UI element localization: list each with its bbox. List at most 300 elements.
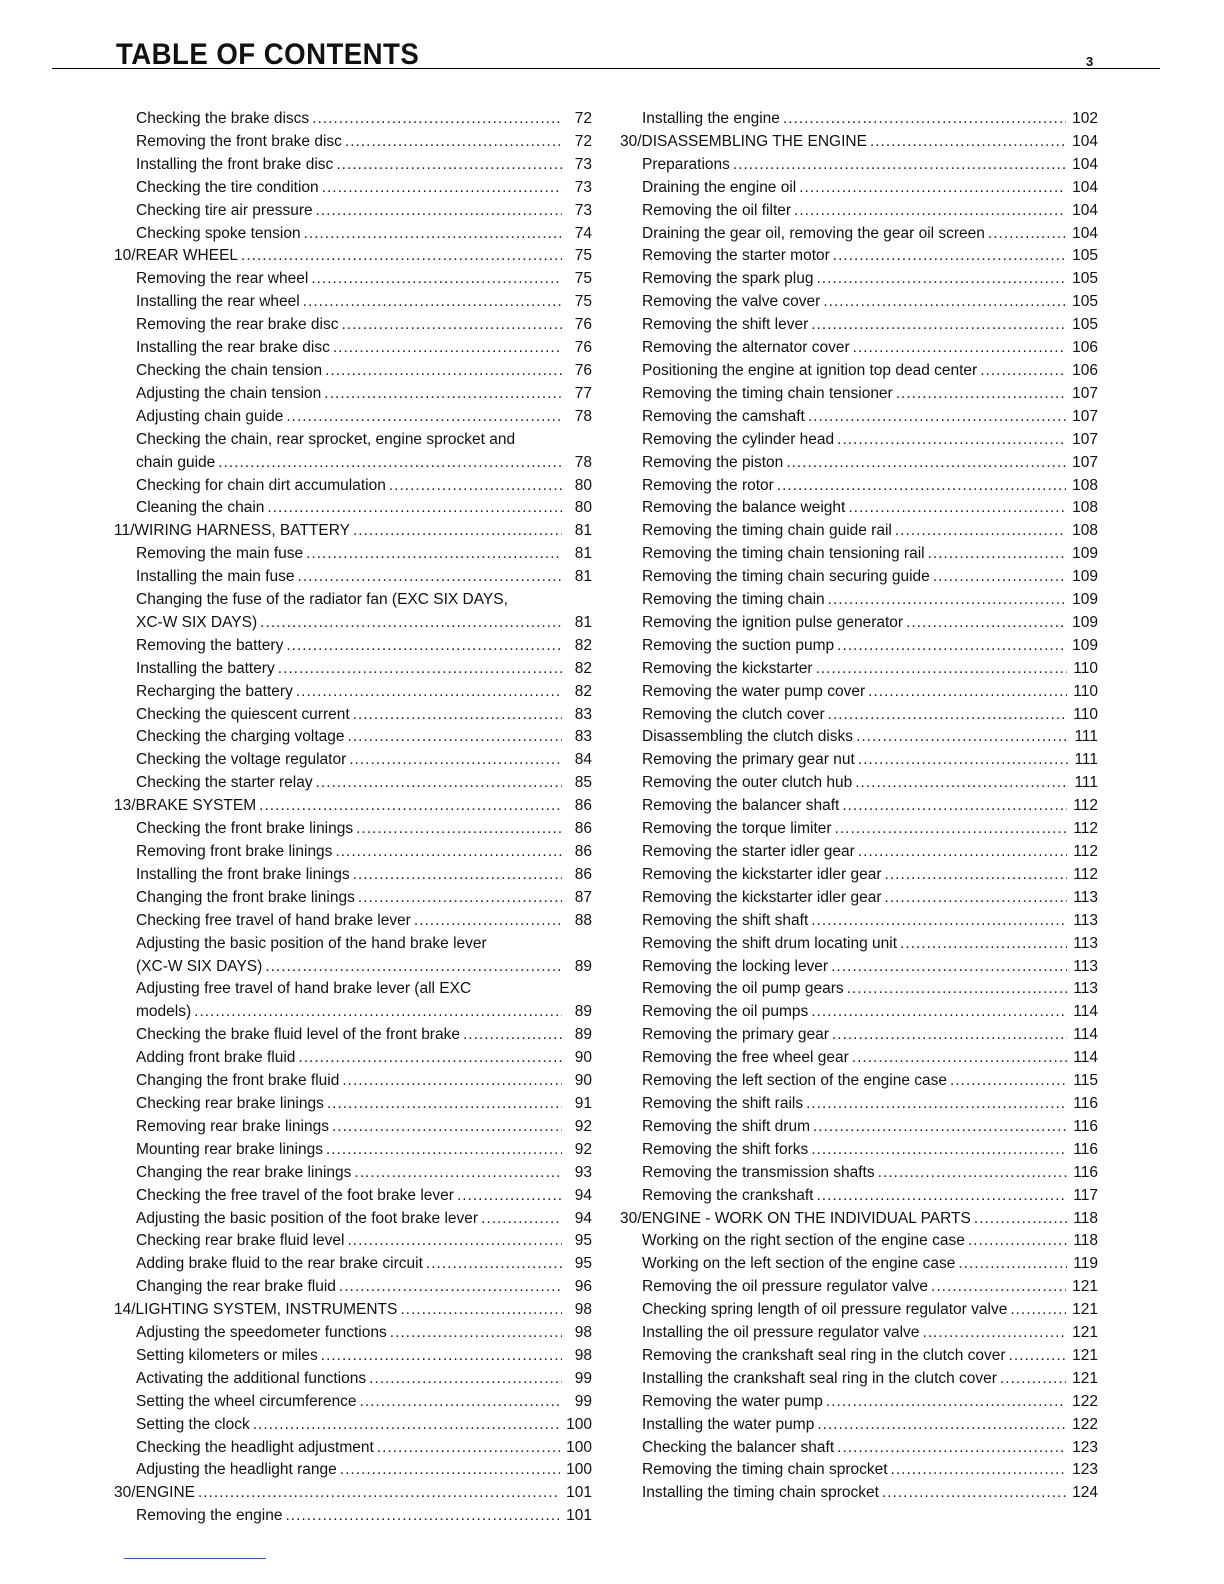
toc-entry[interactable] xyxy=(620,1482,1098,1505)
toc-entry[interactable] xyxy=(620,910,1098,933)
dot-leader xyxy=(426,1253,562,1276)
toc-entry[interactable] xyxy=(114,1208,592,1231)
toc-entry-page: 106 xyxy=(1072,339,1098,357)
toc-entry[interactable] xyxy=(114,1505,592,1528)
toc-entry-page: 116 xyxy=(1073,1140,1098,1158)
toc-entry[interactable] xyxy=(114,337,592,360)
toc-entry[interactable] xyxy=(114,543,592,566)
toc-entry[interactable] xyxy=(114,635,592,658)
toc-entry-title: Removing the water pump xyxy=(642,1391,826,1414)
toc-entry-title: Installing the oil pressure regulator valve xyxy=(642,1322,922,1345)
toc-entry[interactable] xyxy=(114,314,592,337)
dot-leader xyxy=(848,497,1066,520)
toc-entry[interactable] xyxy=(620,726,1098,749)
toc-entry-title: Removing the main fuse xyxy=(136,543,306,566)
toc-entry[interactable] xyxy=(620,589,1098,612)
toc-entry-title: Preparations xyxy=(642,154,733,177)
toc-entry[interactable] xyxy=(114,1024,592,1047)
toc-entry[interactable] xyxy=(620,475,1098,498)
toc-entry-page: 117 xyxy=(1073,1186,1098,1204)
toc-entry-page: 114 xyxy=(1073,1049,1098,1067)
toc-section-heading[interactable] xyxy=(114,520,592,543)
toc-entry-page: 101 xyxy=(566,1484,592,1502)
toc-entry-title: Checking rear brake fluid level xyxy=(136,1230,348,1253)
dot-leader xyxy=(326,1139,562,1162)
toc-entry[interactable] xyxy=(114,749,592,772)
toc-entry[interactable] xyxy=(114,291,592,314)
toc-entry[interactable] xyxy=(114,1437,592,1460)
toc-entry-title: 30/ENGINE - WORK ON THE INDIVIDUAL PARTS xyxy=(620,1208,974,1231)
toc-entry-page: 72 xyxy=(574,110,592,127)
dot-leader xyxy=(358,887,562,910)
dot-leader xyxy=(335,841,562,864)
dot-leader xyxy=(194,1001,562,1024)
toc-entry-page: 99 xyxy=(574,1392,592,1410)
toc-entry[interactable] xyxy=(620,1368,1098,1391)
toc-entry[interactable] xyxy=(620,1116,1098,1139)
toc-entry[interactable] xyxy=(620,223,1098,246)
toc-entry-title: Removing the rotor xyxy=(642,475,777,498)
toc-entry[interactable] xyxy=(114,1322,592,1345)
toc-entry-title: Installing the water pump xyxy=(642,1414,817,1437)
toc-entry[interactable] xyxy=(620,772,1098,795)
toc-entry[interactable] xyxy=(114,383,592,406)
toc-section-heading[interactable] xyxy=(114,1299,592,1322)
toc-entry[interactable] xyxy=(620,1185,1098,1208)
toc-entry-title: Removing the timing chain tensioning rail xyxy=(642,543,928,566)
toc-entry[interactable] xyxy=(620,520,1098,543)
dot-leader xyxy=(853,337,1066,360)
dot-leader xyxy=(817,1414,1066,1437)
toc-entry-title: Setting the wheel circumference xyxy=(136,1391,360,1414)
toc-entry[interactable] xyxy=(114,1414,592,1437)
dot-leader xyxy=(816,1185,1067,1208)
toc-entry[interactable] xyxy=(114,1093,592,1116)
toc-entry[interactable] xyxy=(114,887,592,910)
toc-entry[interactable] xyxy=(620,1253,1098,1276)
dot-leader xyxy=(333,337,562,360)
toc-entry-page: 73 xyxy=(574,178,592,196)
toc-entry[interactable] xyxy=(114,1116,592,1139)
toc-entry-page: 94 xyxy=(574,1209,592,1227)
toc-entry-title: Removing the timing chain sprocket xyxy=(642,1459,891,1482)
toc-entry-page: 75 xyxy=(574,270,592,288)
toc-entry-page: 104 xyxy=(1072,201,1098,219)
toc-entry-title: Disassembling the clutch disks xyxy=(642,726,856,749)
toc-entry[interactable] xyxy=(620,956,1098,979)
toc-entry[interactable] xyxy=(620,1162,1098,1185)
dot-leader xyxy=(808,406,1066,429)
toc-entry[interactable] xyxy=(114,566,592,589)
toc-entry[interactable] xyxy=(620,1024,1098,1047)
toc-entry[interactable] xyxy=(114,910,592,933)
toc-entry[interactable] xyxy=(620,360,1098,383)
toc-entry-title: Adjusting the headlight range xyxy=(136,1459,340,1482)
toc-entry-title: Removing the shift drum xyxy=(642,1116,813,1139)
toc-entry-title: Installing the battery xyxy=(136,658,278,681)
dot-leader xyxy=(341,314,562,337)
dot-leader xyxy=(906,612,1066,635)
toc-entry-title: Installing the rear brake disc xyxy=(136,337,333,360)
toc-entry[interactable] xyxy=(620,429,1098,452)
toc-entry[interactable] xyxy=(620,1345,1098,1368)
toc-entry[interactable] xyxy=(114,1162,592,1185)
toc-entry[interactable] xyxy=(620,1139,1098,1162)
toc-entry-title: Removing the rear wheel xyxy=(136,268,311,291)
toc-entry-title: Installing the front brake linings xyxy=(136,864,353,887)
toc-entry-page: 112 xyxy=(1073,843,1098,860)
toc-entry-title: Removing the timing chain tensioner xyxy=(642,383,896,406)
dot-leader xyxy=(833,245,1066,268)
toc-entry-title: Removing the shift rails xyxy=(642,1093,806,1116)
toc-entry[interactable] xyxy=(620,795,1098,818)
dot-leader xyxy=(885,887,1068,910)
toc-entry[interactable] xyxy=(114,108,592,131)
toc-entry[interactable] xyxy=(620,1299,1098,1322)
toc-entry-title: Changing the front brake fluid xyxy=(136,1070,342,1093)
toc-entry-page: 98 xyxy=(574,1324,592,1342)
toc-entry[interactable] xyxy=(114,268,592,291)
toc-entry-page: 81 xyxy=(574,545,592,563)
dot-leader xyxy=(858,841,1067,864)
toc-entry[interactable] xyxy=(620,635,1098,658)
dot-leader xyxy=(816,658,1068,681)
toc-entry[interactable] xyxy=(620,1437,1098,1460)
dot-leader xyxy=(794,200,1066,223)
toc-entry[interactable] xyxy=(114,933,592,979)
toc-entry-title: Removing the battery xyxy=(136,635,286,658)
dot-leader xyxy=(260,612,562,635)
toc-entry[interactable] xyxy=(114,223,592,246)
toc-entry-page: 121 xyxy=(1072,1369,1098,1387)
toc-entry-page: 124 xyxy=(1072,1484,1098,1502)
toc-entry[interactable] xyxy=(114,200,592,223)
toc-entry[interactable] xyxy=(620,1391,1098,1414)
toc-entry-title: Removing the cylinder head xyxy=(642,429,837,452)
toc-entry-page: 109 xyxy=(1072,613,1098,631)
toc-entry-page: 73 xyxy=(574,201,592,219)
toc-section-heading[interactable] xyxy=(114,1482,592,1505)
toc-entry-page: 80 xyxy=(574,476,592,494)
toc-entry-title: Removing the primary gear xyxy=(642,1024,832,1047)
toc-entry[interactable] xyxy=(114,1070,592,1093)
toc-entry-title: Checking the tire condition xyxy=(136,177,322,200)
toc-section-heading[interactable] xyxy=(620,1208,1098,1231)
header-rule xyxy=(52,68,1160,69)
dot-leader xyxy=(278,658,562,681)
toc-entry[interactable] xyxy=(620,1230,1098,1253)
toc-entry-page: 75 xyxy=(574,247,592,265)
toc-entry-page: 82 xyxy=(574,636,592,654)
toc-entry-page: 113 xyxy=(1073,980,1098,998)
toc-entry-page: 76 xyxy=(574,339,592,357)
toc-entry[interactable] xyxy=(620,497,1098,520)
toc-entry[interactable] xyxy=(114,726,592,749)
toc-entry-title: Removing the rear brake disc xyxy=(136,314,341,337)
dot-leader xyxy=(259,795,562,818)
toc-entry-title-line: Adjusting the basic position of the hand brake lever xyxy=(136,934,487,952)
toc-entry[interactable] xyxy=(114,772,592,795)
dot-leader xyxy=(463,1024,562,1047)
toc-entry-page: 110 xyxy=(1073,682,1098,700)
toc-entry-page: 107 xyxy=(1072,430,1098,448)
dot-leader xyxy=(847,978,1068,1001)
toc-entry-page: 86 xyxy=(574,797,592,815)
toc-entry[interactable] xyxy=(620,749,1098,772)
toc-entry-title: Draining the engine oil xyxy=(642,177,799,200)
toc-entry-page: 121 xyxy=(1072,1324,1098,1342)
toc-entry[interactable] xyxy=(114,1047,592,1070)
toc-entry-page: 84 xyxy=(574,751,592,769)
dot-leader xyxy=(414,910,562,933)
toc-entry-page: 101 xyxy=(566,1507,592,1525)
dot-leader xyxy=(339,1276,562,1299)
toc-entry[interactable] xyxy=(114,1368,592,1391)
toc-left-column xyxy=(114,108,592,1528)
toc-entry[interactable] xyxy=(114,681,592,704)
toc-entry[interactable] xyxy=(620,1047,1098,1070)
toc-entry[interactable] xyxy=(620,1001,1098,1024)
toc-entry-page: 83 xyxy=(574,705,592,723)
toc-entry[interactable] xyxy=(114,406,592,429)
toc-entry-title: Checking free travel of hand brake lever xyxy=(136,910,414,933)
toc-entry-page: 89 xyxy=(574,1026,592,1044)
toc-entry-page: 111 xyxy=(1074,751,1098,769)
toc-entry[interactable] xyxy=(114,131,592,154)
toc-entry[interactable] xyxy=(620,566,1098,589)
toc-entry[interactable] xyxy=(620,154,1098,177)
toc-entry-title: Activating the additional functions xyxy=(136,1368,369,1391)
toc-entry-title: Installing the front brake disc xyxy=(136,154,336,177)
toc-entry-page: 99 xyxy=(574,1369,592,1387)
dot-leader xyxy=(1000,1368,1066,1391)
toc-entry-page: 76 xyxy=(574,361,592,379)
dot-leader xyxy=(360,1391,562,1414)
dot-leader xyxy=(265,956,562,979)
toc-entry-title: Changing the front brake linings xyxy=(136,887,358,910)
dot-leader xyxy=(353,520,562,543)
toc-entry-title: Checking the front brake linings xyxy=(136,818,356,841)
toc-entry[interactable] xyxy=(114,1459,592,1482)
dot-leader xyxy=(321,1345,562,1368)
toc-entry-page: 109 xyxy=(1072,591,1098,609)
toc-entry[interactable] xyxy=(620,291,1098,314)
dot-leader xyxy=(316,772,562,795)
toc-entry-page: 121 xyxy=(1072,1278,1098,1296)
toc-entry-page: 112 xyxy=(1073,797,1098,815)
toc-entry[interactable] xyxy=(620,200,1098,223)
toc-section-heading[interactable] xyxy=(114,245,592,268)
dot-leader xyxy=(369,1368,562,1391)
toc-entry-title: Removing the kickstarter xyxy=(642,658,816,681)
dot-leader xyxy=(298,566,562,589)
toc-entry-title: Adjusting chain guide xyxy=(136,406,286,429)
toc-entry-page: 94 xyxy=(574,1186,592,1204)
dot-leader xyxy=(253,1414,560,1437)
toc-entry-page: 115 xyxy=(1073,1072,1098,1090)
toc-entry-title: Installing the main fuse xyxy=(136,566,298,589)
toc-entry-page: 123 xyxy=(1072,1461,1098,1479)
toc-entry[interactable] xyxy=(620,1276,1098,1299)
toc-entry[interactable] xyxy=(114,497,592,520)
toc-entry-page: 105 xyxy=(1072,316,1098,334)
page-number: 3 xyxy=(1086,54,1094,69)
dot-leader xyxy=(306,543,562,566)
toc-entry-page: 75 xyxy=(574,293,592,311)
toc-entry[interactable] xyxy=(620,864,1098,887)
dot-leader xyxy=(286,635,562,658)
dot-leader xyxy=(286,1505,561,1528)
toc-entry[interactable] xyxy=(620,543,1098,566)
dot-leader xyxy=(1010,1299,1066,1322)
toc-entry-title: Installing the engine xyxy=(642,108,783,131)
toc-entry-title: Checking the balancer shaft xyxy=(642,1437,837,1460)
toc-entry[interactable] xyxy=(114,1185,592,1208)
toc-entry-title: Checking spring length of oil pressure regulator valve xyxy=(642,1299,1010,1322)
toc-entry-title: Installing the timing chain sprocket xyxy=(642,1482,882,1505)
dot-leader xyxy=(218,452,562,475)
toc-entry-page: 114 xyxy=(1073,1003,1098,1021)
toc-entry-title: Removing the oil pressure regulator valve xyxy=(642,1276,931,1299)
toc-entry-page: 105 xyxy=(1072,293,1098,311)
toc-entry[interactable] xyxy=(620,1322,1098,1345)
toc-entry[interactable] xyxy=(114,360,592,383)
toc-entry[interactable] xyxy=(114,589,592,635)
toc-entry[interactable] xyxy=(620,337,1098,360)
toc-entry[interactable] xyxy=(620,108,1098,131)
toc-entry[interactable] xyxy=(114,978,592,1024)
toc-entry-page: 113 xyxy=(1073,957,1098,975)
toc-entry-page: 108 xyxy=(1072,522,1098,540)
toc-entry-title: Removing front brake linings xyxy=(136,841,335,864)
toc-entry-title: models) xyxy=(136,1001,194,1024)
toc-entry[interactable] xyxy=(620,818,1098,841)
toc-entry[interactable] xyxy=(620,1459,1098,1482)
toc-entry-title: 11/WIRING HARNESS, BATTERY xyxy=(114,520,353,543)
toc-entry[interactable] xyxy=(620,177,1098,200)
toc-entry-page: 107 xyxy=(1072,453,1098,471)
dot-leader xyxy=(298,1047,562,1070)
toc-entry[interactable] xyxy=(114,704,592,727)
dot-leader xyxy=(988,223,1066,246)
toc-entry-page: 108 xyxy=(1072,499,1098,517)
toc-entry-page: 116 xyxy=(1073,1094,1098,1112)
toc-entry[interactable] xyxy=(620,406,1098,429)
toc-entry[interactable] xyxy=(620,887,1098,910)
dot-leader xyxy=(286,406,562,429)
toc-entry-page: 118 xyxy=(1073,1209,1098,1227)
dot-leader xyxy=(958,1253,1067,1276)
dot-leader xyxy=(806,1093,1067,1116)
toc-entry[interactable] xyxy=(114,818,592,841)
toc-entry[interactable] xyxy=(620,933,1098,956)
toc-entry[interactable] xyxy=(620,452,1098,475)
toc-entry[interactable] xyxy=(620,1093,1098,1116)
dot-leader xyxy=(968,1230,1067,1253)
toc-entry[interactable] xyxy=(620,383,1098,406)
toc-entry[interactable] xyxy=(620,1070,1098,1093)
toc-entry[interactable] xyxy=(620,978,1098,1001)
toc-entry[interactable] xyxy=(114,864,592,887)
toc-entry[interactable] xyxy=(620,841,1098,864)
dot-leader xyxy=(304,223,562,246)
toc-entry-title: Removing the crankshaft seal ring in the clutch cover xyxy=(642,1345,1009,1368)
dot-leader xyxy=(878,1162,1068,1185)
toc-entry-page: 112 xyxy=(1073,865,1098,883)
toc-entry[interactable] xyxy=(114,1139,592,1162)
toc-entry[interactable] xyxy=(620,704,1098,727)
toc-entry[interactable] xyxy=(114,154,592,177)
toc-entry[interactable] xyxy=(620,658,1098,681)
toc-entry-title: Removing the timing chain securing guide xyxy=(642,566,933,589)
toc-entry-page: 78 xyxy=(574,453,592,471)
dot-leader xyxy=(353,864,562,887)
toc-entry[interactable] xyxy=(114,475,592,498)
toc-entry-title: Removing the alternator cover xyxy=(642,337,853,360)
toc-entry-title: Removing the kickstarter idler gear xyxy=(642,864,885,887)
toc-entry[interactable] xyxy=(114,658,592,681)
toc-entry-title: Recharging the battery xyxy=(136,681,296,704)
dot-leader xyxy=(1009,1345,1067,1368)
toc-entry[interactable] xyxy=(620,1414,1098,1437)
toc-section-heading[interactable] xyxy=(620,131,1098,154)
toc-entry-title: Changing the rear brake fluid xyxy=(136,1276,339,1299)
dot-leader xyxy=(311,268,562,291)
toc-entry[interactable] xyxy=(114,841,592,864)
dot-leader xyxy=(835,818,1068,841)
toc-entry-title: Removing the front brake disc xyxy=(136,131,345,154)
toc-entry[interactable] xyxy=(114,177,592,200)
dot-leader xyxy=(931,1276,1066,1299)
toc-entry-title: Checking tire air pressure xyxy=(136,200,316,223)
toc-entry[interactable] xyxy=(114,1276,592,1299)
toc-entry[interactable] xyxy=(620,314,1098,337)
toc-section-heading[interactable] xyxy=(114,795,592,818)
toc-entry-page: 113 xyxy=(1073,934,1098,952)
toc-entry-title: Removing the crankshaft xyxy=(642,1185,816,1208)
toc-entry[interactable] xyxy=(620,612,1098,635)
dot-leader xyxy=(325,360,562,383)
toc-entry-title: Removing the oil pump gears xyxy=(642,978,847,1001)
toc-entry-page: 95 xyxy=(574,1232,592,1250)
toc-entry-title: Removing the camshaft xyxy=(642,406,808,429)
toc-entry-page: 81 xyxy=(574,613,592,631)
toc-entry[interactable] xyxy=(620,268,1098,291)
toc-entry-page: 92 xyxy=(574,1140,592,1158)
toc-entry[interactable] xyxy=(114,429,592,475)
toc-entry[interactable] xyxy=(114,1345,592,1368)
toc-entry[interactable] xyxy=(114,1391,592,1414)
dot-leader xyxy=(457,1185,562,1208)
toc-entry-page: 86 xyxy=(574,865,592,883)
dot-leader xyxy=(296,681,562,704)
dot-leader xyxy=(831,956,1067,979)
toc-entry[interactable] xyxy=(620,681,1098,704)
toc-entry-page: 112 xyxy=(1073,820,1098,838)
toc-entry-title: Removing the piston xyxy=(642,452,786,475)
toc-entry-page: 119 xyxy=(1073,1255,1098,1273)
toc-entry-page: 81 xyxy=(574,522,592,540)
dot-leader xyxy=(823,291,1066,314)
toc-entry-title: Draining the gear oil, removing the gear oil screen xyxy=(642,223,988,246)
toc-entry-title: Checking the quiescent current xyxy=(136,704,353,727)
toc-entry[interactable] xyxy=(114,1230,592,1253)
toc-entry-title: Cleaning the chain xyxy=(136,497,267,520)
toc-entry[interactable] xyxy=(620,245,1098,268)
toc-entry-title-line: Checking the chain, rear sprocket, engine sprocket and xyxy=(136,430,516,448)
toc-entry[interactable] xyxy=(114,1253,592,1276)
dot-leader xyxy=(842,795,1067,818)
